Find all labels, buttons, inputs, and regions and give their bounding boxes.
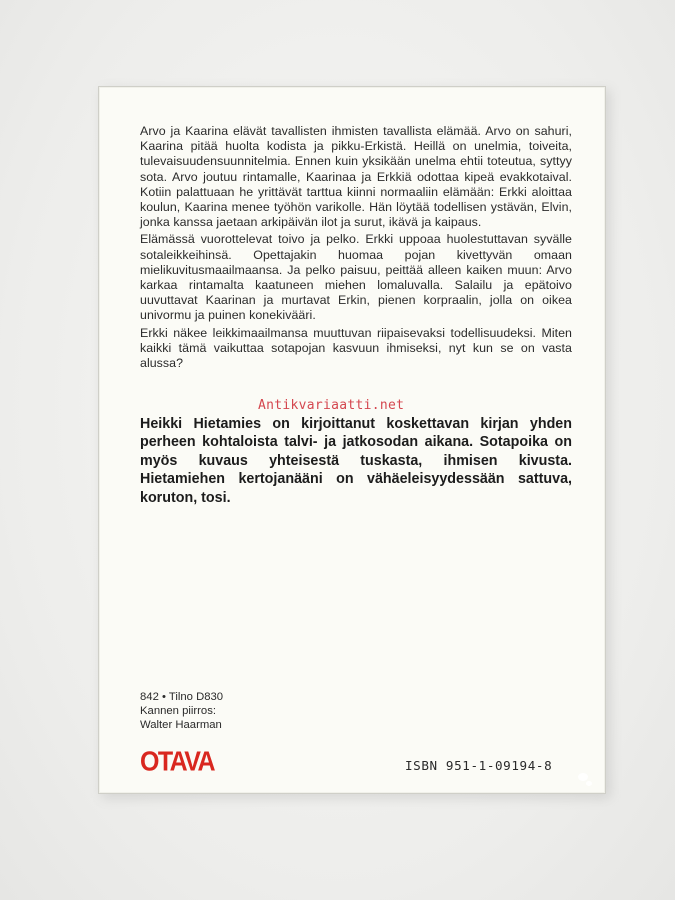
blurb-text: [140, 124, 572, 371]
watermark: Antikvariaatti.net: [258, 398, 405, 413]
cover-credit-artist: Walter Haarman: [140, 718, 222, 731]
publisher-logo: OTAVA: [140, 746, 214, 778]
cover-scuff: [578, 773, 588, 781]
blurb-paragraph: Arvo ja Kaarina elävät tavallisten ihmisten tavallista elämää. Arvo on sahuri, Kaarina pitää huolta kodista ja pikku-Erkistä. Heillä on unelmia, toiveita, tulevaisuudensuunnitelmia. Ennen kuin yksikään unelma ehtii toteutua, syttyy sota. Arvo joutuu rintamalle, Kaarinaa ja Erkkiä odottaa kipeä evakkotaival. Kotiin palattuaan he yrittävät tarttua kiinni normaaliin elämään: Erkki aloittaa koulun, Kaarina menee työhön varikolle. Hän löytää todellisen ystävän, Elvin, jonka kanssa jaetaan arkipäivän ilot ja surut, ikävä ja kaipaus.: [140, 124, 572, 230]
blurb-paragraph: Elämässä vuorottelevat toivo ja pelko. Erkki uppoaa huolestuttavan syvälle sotaleikkeihinsä. Opettajakin huomaa pojan kivettyvän omaan mielikuvitusmaailmaansa. Ja pelko paisuu, peittää alleen kaiken muun: Arvo karkaa rintamalta kaatuneen miehen lomaluvalla. Salailu ja epätoivo uuvuttavat Kaarinan ja murtavat Erkin, pienen korpraalin, jolla on oikea univormu ja puinen konekivääri.: [140, 232, 572, 323]
cover-scuff: [586, 781, 592, 786]
blurb-paragraph: Erkki näkee leikkimaailmansa muuttuvan riipaisevaksi todellisuudeksi. Miten kaikki tämä vaikuttaa sotapojan kasvuun ihmiseksi, nyt kun se on vasta alussa?: [140, 325, 572, 371]
credits: [140, 691, 223, 732]
cover-credit-label: Kannen piirros:: [140, 704, 216, 717]
review-text: Heikki Hietamies on kirjoittanut koskettavan kirjan yhden perheen kohtaloista talvi- ja jatkosodan aikana. Sotapoika on myös kuvaus yhteisestä tuskasta, ihmisen kivusta. Hietamiehen kertojanääni on vähäeleisyydessään sattuva, koruton, tosi.: [140, 416, 572, 506]
isbn: ISBN 951-1-09194-8: [405, 758, 553, 773]
catalog-number: 842 • Tilno D830: [140, 691, 224, 703]
